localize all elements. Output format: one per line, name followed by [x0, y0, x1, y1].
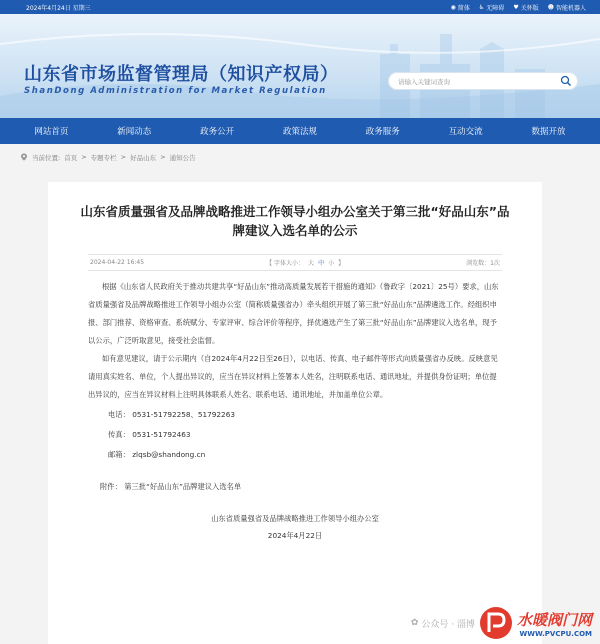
breadcrumb-topics[interactable]: 专题专栏 [90, 153, 117, 162]
robot-icon: ☻ [547, 3, 554, 11]
contact-fax: 传真： 0531-51792463 [108, 430, 191, 439]
top-link-robot[interactable]: ☻ 智能机器人 [547, 3, 586, 12]
brand-logo-icon [479, 606, 513, 640]
attachment-link[interactable]: 附件： 第三批“好品山东”品牌建议入选名单 [100, 482, 242, 491]
article-card [48, 182, 542, 644]
breadcrumb: 当前位置: 首页 > 专题专栏 > 好品山东 > 通知公告 [0, 144, 600, 170]
heart-icon: ♥ [513, 3, 519, 11]
brand-url: WWW.PVCPU.COM [519, 629, 592, 638]
globe-icon: ◉ [450, 3, 456, 11]
breadcrumb-home[interactable]: 首页 [64, 153, 78, 162]
search-placeholder: 请输入关键词查询 [398, 77, 450, 86]
font-size-switch: 【 字体大小： 大 中 小 】 [266, 260, 345, 267]
contact-email[interactable]: 邮箱： zlqsb@shandong.cn [108, 450, 206, 459]
brand-name: 水暖阀门网 [516, 610, 592, 629]
wechat-watermark: ✿ 公众号 · 淄博 [410, 618, 475, 630]
nav-services[interactable]: 政务服务 [365, 127, 400, 137]
nav-gov-open[interactable]: 政务公开 [200, 127, 235, 137]
article-title: 山东省质量强省及品牌战略推进工作领导小组办公室关于第三批“好品山东”品牌建议入选名单的公示 [80, 204, 510, 238]
top-link-accessibility[interactable]: ♿ 无障碍 [478, 3, 505, 12]
location-pin-icon [20, 153, 28, 161]
wechat-icon: ✿ [410, 618, 419, 628]
watermark [411, 606, 592, 640]
top-link-care[interactable]: ♥ 关怀版 [513, 3, 539, 12]
breadcrumb-prefix: 当前位置: [32, 153, 61, 162]
wheelchair-icon: ♿ [478, 3, 485, 11]
nav-home[interactable]: 网站首页 [34, 127, 69, 137]
font-size-large[interactable]: 大 [308, 260, 315, 267]
signature-org: 山东省质量强省及品牌战略推进工作领导小组办公室 [211, 514, 379, 523]
top-link-simplified[interactable]: ◉ 简体 [450, 3, 470, 12]
view-count: 浏览数：1次 [466, 260, 500, 267]
site-title: 山东省市场监督管理局（知识产权局） [24, 64, 339, 85]
breadcrumb-notices[interactable]: 通知公告 [169, 153, 196, 162]
top-bar [0, 0, 600, 14]
nav-interaction[interactable]: 互动交流 [448, 127, 483, 137]
article-body [48, 271, 542, 544]
header-banner [0, 14, 600, 118]
contact-phone: 电话： 0531-51792258、51792263 [108, 410, 235, 419]
font-size-medium[interactable]: 中 [318, 260, 325, 267]
paragraph-2: 如有意见建议，请于公示期内（自2024年4月22日至26日），以电话、传真、电子邮件等形式向质量强省办反映。反映意见请用真实姓名、单位，个人提出异议的，应当在异议材料上签署本人姓名，注明联系电话、通讯地址，并提供身份证明；单位提出异议的，应当在异议材料上注明具体联系人姓名、联系电话、通讯地址，并加盖单位公章。 [88, 354, 498, 399]
search-icon[interactable] [560, 75, 572, 87]
site-subtitle: ShanDong Administration for Market Regulation [24, 86, 327, 96]
current-date: 2024年4月24日 星期三 [26, 4, 91, 12]
top-links [451, 3, 586, 12]
nav-news[interactable]: 新闻动态 [117, 127, 152, 137]
font-size-small[interactable]: 小 [328, 260, 335, 267]
article-meta [88, 254, 502, 271]
brand-block [517, 609, 592, 638]
signature-date: 2024年4月22日 [267, 531, 323, 540]
breadcrumb-haopin[interactable]: 好品山东 [130, 153, 157, 162]
nav-open-data[interactable]: 数据开放 [531, 127, 566, 137]
publish-date: 2024-04-22 16:45 [90, 259, 145, 266]
main-nav [0, 118, 600, 144]
paragraph-1: 根据《山东省人民政府关于推动共建共享“好品山东”推动高质量发展若干措施的通知》（鲁政字〔2021〕25号）要求，山东省质量强省及品牌战略推进工作领导小组办公室（简称质量强省办）牵头组织开展了第三批“好品山东”品牌遴选工作。经组织申报、部门推荐、资格审查、系统赋分、专家评审、综合评价等程序，择优遴选产生了第三批“好品山东”品牌建议入选名单，现予以公示，广泛听取意见，接受社会监督。 [88, 282, 499, 345]
search-input[interactable] [388, 72, 578, 90]
nav-policy[interactable]: 政策法规 [282, 127, 317, 137]
